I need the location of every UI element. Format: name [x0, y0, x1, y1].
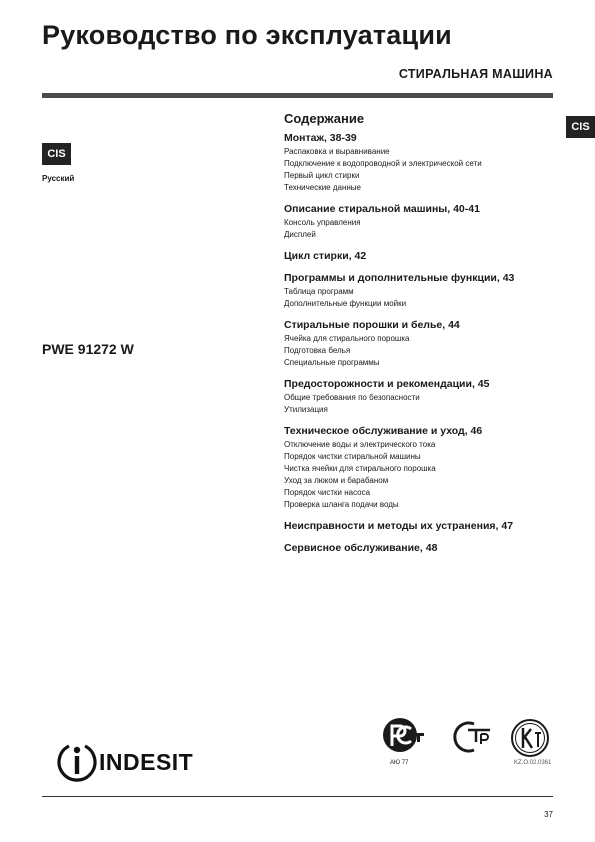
toc-item: Уход за люком и барабаном	[284, 476, 389, 485]
lang-badge-tab: CIS	[566, 116, 595, 138]
toc-item: Порядок чистки насоса	[284, 488, 371, 497]
toc-section-title: Описание стиральной машины, 40-41	[284, 203, 480, 215]
gost-tr-cert-icon	[448, 718, 492, 756]
toc-section-title: Предосторожности и рекомендации, 45	[284, 378, 490, 390]
toc-section	[284, 319, 574, 369]
toc-item: Первый цикл стирки	[284, 171, 360, 180]
toc-section-title: Программы и дополнительные функции, 43	[284, 272, 515, 284]
indesit-logo-icon	[55, 738, 99, 784]
kz-cert-code: KZ.O.02.0361	[514, 760, 552, 766]
language-label: Русский	[42, 174, 75, 183]
model-number: PWE 91272 W	[42, 341, 134, 357]
toc-section	[284, 272, 574, 310]
toc-item: Подключение к водопроводной и электрической сети	[284, 159, 482, 168]
toc-section	[284, 425, 574, 511]
toc-section-title: Стиральные порошки и белье, 44	[284, 319, 460, 331]
toc-section	[284, 542, 574, 555]
toc-item: Дополнительные функции мойки	[284, 299, 407, 308]
toc-item: Порядок чистки стиральной машины	[284, 452, 421, 461]
toc-item: Подготовка белья	[284, 346, 351, 355]
certification-marks	[380, 716, 555, 774]
rst-cert-code: АЮ 77	[390, 760, 409, 766]
brand-logo	[55, 738, 205, 784]
toc-item: Общие требования по безопасности	[284, 393, 420, 402]
document-title: Руководство по эксплуатации	[42, 20, 452, 50]
toc-item: Консоль управления	[284, 218, 361, 227]
toc-item: Отключение воды и электрического тока	[284, 440, 436, 449]
toc-section-title: Неисправности и методы их устранения, 47	[284, 520, 514, 532]
toc-item: Проверка шланга подачи воды	[284, 500, 399, 509]
footer-divider	[42, 796, 553, 797]
toc-item: Таблица программ	[284, 287, 354, 296]
toc-item: Специальные программы	[284, 358, 380, 367]
header-divider	[42, 93, 553, 98]
table-of-contents	[284, 111, 574, 564]
toc-item: Технические данные	[284, 183, 362, 192]
toc-section	[284, 132, 574, 194]
toc-section	[284, 203, 574, 241]
toc-section-title: Цикл стирки, 42	[284, 250, 367, 262]
toc-section	[284, 250, 574, 263]
toc-heading: Содержание	[284, 111, 365, 126]
toc-item: Утилизация	[284, 405, 328, 414]
toc-section-title: Техническое обслуживание и уход, 46	[284, 425, 483, 437]
toc-section	[284, 378, 574, 416]
lang-badge: CIS	[42, 143, 71, 165]
page-number: 37	[544, 810, 553, 819]
toc-item: Ячейка для стирального порошка	[284, 334, 410, 343]
toc-section-title: Сервисное обслуживание, 48	[284, 542, 438, 554]
toc-item: Чистка ячейки для стирального порошка	[284, 464, 436, 473]
toc-section-list	[284, 132, 574, 555]
rst-cert-icon	[380, 716, 428, 758]
toc-item: Дисплей	[284, 230, 316, 239]
toc-item: Распаковка и выравнивание	[284, 147, 390, 156]
brand-name: INDESIT	[99, 749, 194, 775]
toc-section	[284, 520, 574, 533]
toc-section-title: Монтаж, 38-39	[284, 132, 357, 144]
kz-cert-icon	[510, 718, 550, 758]
document-subtitle: СТИРАЛЬНАЯ МАШИНА	[398, 67, 553, 81]
